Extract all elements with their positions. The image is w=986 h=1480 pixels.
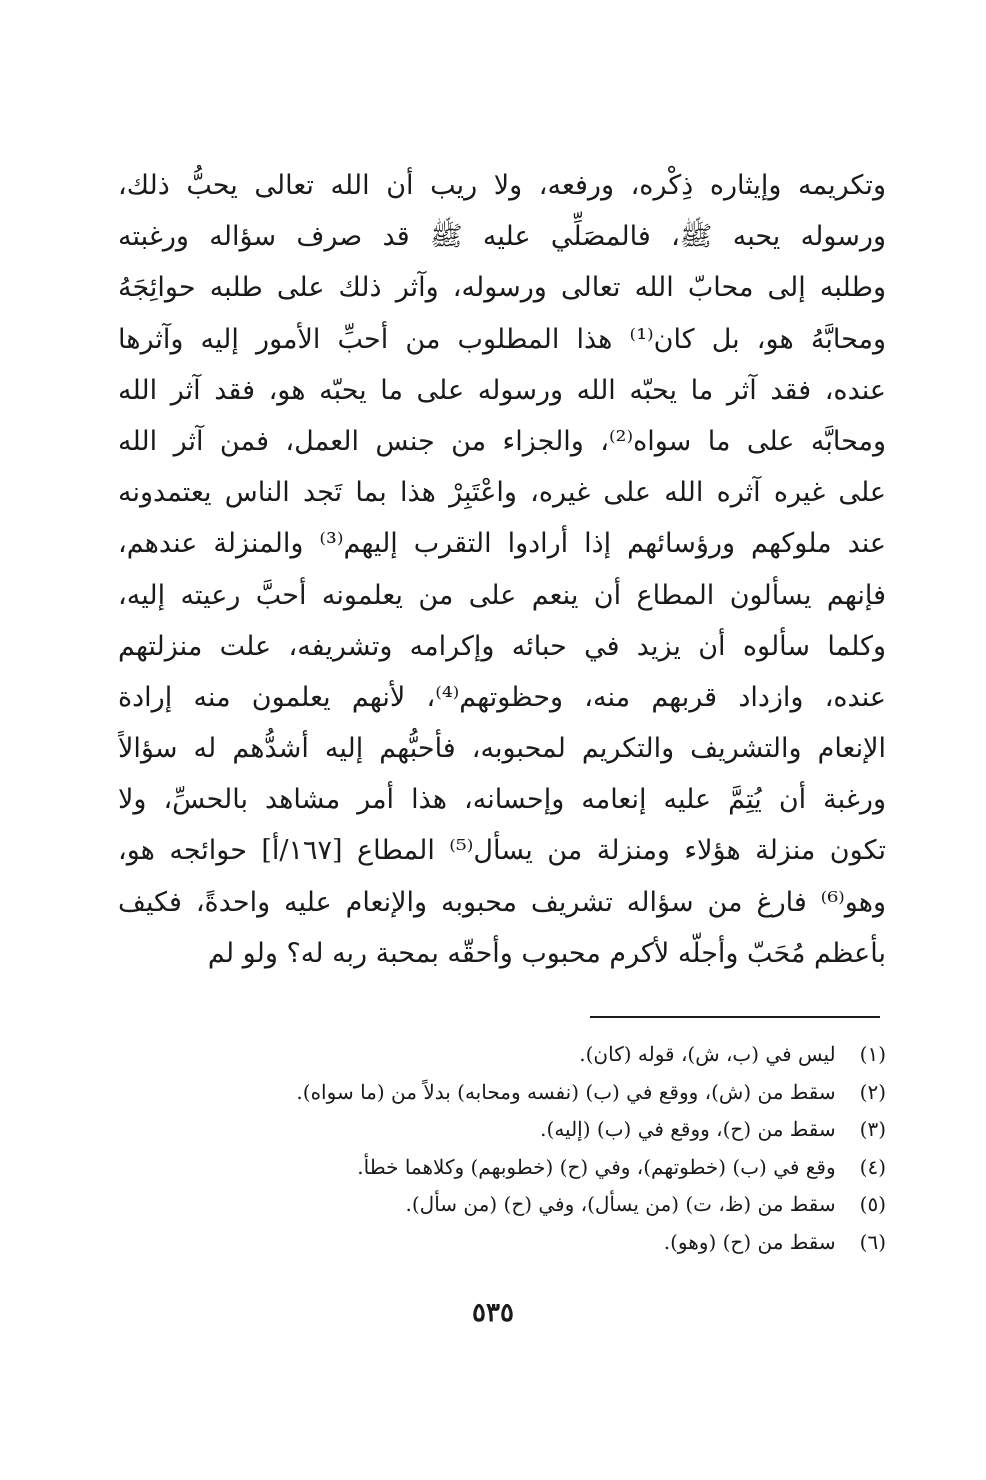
- footnote-number: (٦): [859, 1229, 886, 1254]
- footnotes-list: [118, 1036, 886, 1261]
- text-line: ومحابَّه على ما سواه⁽²⁾، والجزاء من جنس العمل، فمن آثر الله: [118, 425, 886, 457]
- text-line: وتكريمه وإيثاره ذِكْره، ورفعه، ولا ريب أن الله تعالى يحبُّ ذلك،: [118, 170, 886, 201]
- footnote-number: (٢): [859, 1079, 886, 1104]
- footnote-item: [118, 1036, 886, 1074]
- main-text-block: [118, 160, 886, 979]
- footnote-separator: [590, 1016, 880, 1018]
- footnote-item: [118, 1111, 886, 1149]
- text-line: وهو⁽⁶⁾ فارغ من سؤاله تشريف محبوبه والإنعام عليه واحدةً، فكيف: [118, 886, 886, 918]
- footnote-text: سقط من (ح) (وهو).: [663, 1229, 836, 1254]
- footnote-text: سقط من (ح)، ووقع في (ب) (إليه).: [540, 1117, 836, 1141]
- text-line: ورغبة أن يُتِمَّ عليه إنعامه وإحسانه، هذا أمر مشاهد بالحسِّ، ولا: [118, 784, 886, 816]
- text-line: عنده، وازداد قربهم منه، وحظوتهم⁽⁴⁾، لأنهم يعلمون منه إرادة: [118, 681, 886, 713]
- footnote-text: ليس في (ب، ش)، قوله (كان).: [579, 1042, 836, 1066]
- text-line: عنده، فقد آثر ما يحبّه الله ورسوله على ما يحبّه هو، فقد آثر الله: [118, 374, 886, 406]
- text-line: وطلبه إلى محابّ الله تعالى ورسوله، وآثر ذلك على طلبه حوائِجَهُ: [118, 272, 886, 304]
- text-line: وكلما سألوه أن يزيد في حبائه وإكرامه وتشريفه، علت منزلتهم: [118, 630, 886, 662]
- text-line: ورسوله يحبه ﷺ، فالمصَلِّي عليه ﷺ قد صرف سؤاله ورغبته: [118, 221, 886, 253]
- footnote-text: سقط من (ش)، ووقع في (ب) (نفسه ومحابه) بدلاً من (ما سواه).: [296, 1079, 836, 1104]
- footnote-number: (١): [859, 1042, 886, 1066]
- footnote-text: وقع في (ب) (خطوتهم)، وفي (ح) (خطوبهم) وكلاهما خطأ.: [357, 1154, 836, 1179]
- footnote-number: (٥): [859, 1192, 886, 1216]
- footnote-item: [118, 1074, 886, 1112]
- footnote-item: [118, 1186, 886, 1224]
- footnote-text: سقط من (ظ، ت) (من يسأل)، وفي (ح) (من سأل).: [405, 1192, 836, 1216]
- text-line: ومحابَّهُ هو، بل كان⁽¹⁾ هذا المطلوب من أحبِّ الأمور إليه وآثرها: [118, 323, 886, 355]
- text-line: فإنهم يسألون المطاع أن ينعم على من يعلمونه أحبَّ رعيته إليه،: [118, 579, 886, 611]
- footnote-number: (٤): [859, 1154, 886, 1179]
- text-line: تكون منزلة هؤلاء ومنزلة من يسأل⁽⁵⁾ المطاع [١٦٧/أ] حوائجه هو،: [118, 835, 886, 867]
- text-line: بأعظم مُحَبّ وأجلّه لأكرم محبوب وأحقّه بمحبة ربه له؟ ولو لم: [207, 937, 886, 969]
- text-line: عند ملوكهم ورؤسائهم إذا أرادوا التقرب إليهم⁽³⁾ والمنزلة عندهم،: [118, 528, 886, 560]
- text-line: الإنعام والتشريف والتكريم لمحبوبه، فأحبُّهم إليه أشدُّهم له سؤالاً: [118, 733, 886, 765]
- page-number: ٥٣٥: [472, 1298, 514, 1328]
- footnote-item: [118, 1224, 886, 1262]
- text-line: على غيره آثره الله على غيره، واعْتَبِرْ هذا بما تَجد الناس يعتمدونه: [118, 477, 886, 509]
- footnote-item: [118, 1149, 886, 1187]
- footnote-number: (٣): [859, 1117, 886, 1141]
